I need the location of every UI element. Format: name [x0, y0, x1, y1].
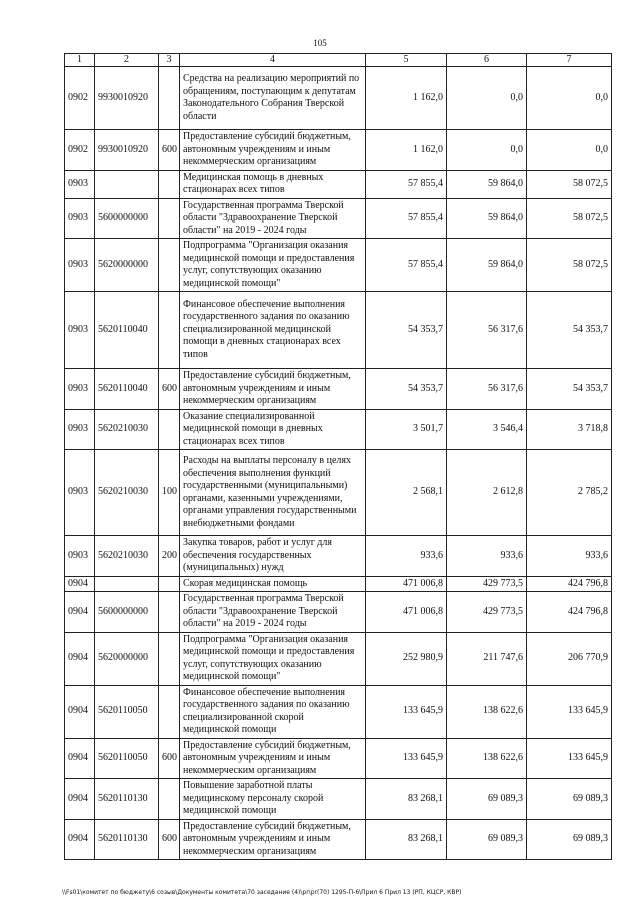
header-col-6: 6 [447, 54, 527, 67]
target-article-code: 5620210030 [95, 450, 159, 536]
section-code: 0902 [65, 67, 95, 130]
item-name: Государственная программа Тверской области "Здравоохранение Тверской области" на 2019 - 2024 годы [180, 198, 366, 239]
expense-type-code [159, 409, 180, 450]
table-row [65, 198, 612, 239]
expense-type-code: 600 [159, 819, 180, 860]
section-code: 0903 [65, 239, 95, 292]
table-row [65, 170, 612, 198]
item-name: Медицинская помощь в дневных стационарах всех типов [180, 170, 366, 198]
section-code: 0903 [65, 450, 95, 536]
target-article-code: 9930010920 [95, 67, 159, 130]
target-article-code [95, 576, 159, 592]
expense-type-code: 600 [159, 738, 180, 779]
table-row [65, 67, 612, 130]
table-row [65, 239, 612, 292]
section-code: 0904 [65, 738, 95, 779]
header-col-1: 1 [65, 54, 95, 67]
item-name: Закупка товаров, работ и услуг для обеспечения государственных (муниципальных) нужд [180, 536, 366, 577]
section-code: 0904 [65, 779, 95, 820]
item-name: Подпрограмма "Организация оказания медицинской помощи и предоставления услуг, сопутствующих оказанию медицинской помощи" [180, 239, 366, 292]
amount-col-7: 3 718,8 [527, 409, 612, 450]
expense-type-code [159, 685, 180, 738]
target-article-code: 5620210030 [95, 536, 159, 577]
amount-col-5: 133 645,9 [366, 738, 447, 779]
amount-col-6: 69 089,3 [447, 819, 527, 860]
budget-table [64, 53, 612, 860]
header-col-2: 2 [95, 54, 159, 67]
section-code: 0904 [65, 819, 95, 860]
section-code: 0903 [65, 409, 95, 450]
target-article-code [95, 170, 159, 198]
target-article-code: 5620110130 [95, 779, 159, 820]
table-row [65, 130, 612, 171]
item-name: Предоставление субсидий бюджетным, автономным учреждениям и иным некоммерческим организациям [180, 819, 366, 860]
amount-col-7: 0,0 [527, 67, 612, 130]
expense-type-code [159, 239, 180, 292]
expense-type-code [159, 67, 180, 130]
amount-col-7: 206 770,9 [527, 632, 612, 685]
target-article-code: 5600000000 [95, 592, 159, 633]
item-name: Предоставление субсидий бюджетным, автономным учреждениям и иным некоммерческим организациям [180, 130, 366, 171]
section-code: 0903 [65, 369, 95, 410]
section-code: 0904 [65, 632, 95, 685]
item-name: Подпрограмма "Организация оказания медицинской помощи и предоставления услуг, сопутствующих оказанию медицинской помощи" [180, 632, 366, 685]
amount-col-5: 54 353,7 [366, 292, 447, 369]
section-code: 0903 [65, 198, 95, 239]
table-row [65, 409, 612, 450]
amount-col-5: 54 353,7 [366, 369, 447, 410]
amount-col-5: 57 855,4 [366, 170, 447, 198]
amount-col-5: 3 501,7 [366, 409, 447, 450]
amount-col-7: 69 089,3 [527, 779, 612, 820]
amount-col-5: 57 855,4 [366, 198, 447, 239]
table-row [65, 369, 612, 410]
item-name: Финансовое обеспечение выполнения государственного задания по оказанию специализированной скорой медицинской помощи [180, 685, 366, 738]
amount-col-6: 2 612,8 [447, 450, 527, 536]
amount-col-7: 54 353,7 [527, 369, 612, 410]
amount-col-6: 429 773,5 [447, 592, 527, 633]
amount-col-5: 133 645,9 [366, 685, 447, 738]
target-article-code: 5620210030 [95, 409, 159, 450]
section-code: 0903 [65, 170, 95, 198]
amount-col-6: 59 864,0 [447, 239, 527, 292]
target-article-code: 5620110040 [95, 292, 159, 369]
amount-col-5: 2 568,1 [366, 450, 447, 536]
amount-col-7: 58 072,5 [527, 239, 612, 292]
amount-col-7: 58 072,5 [527, 198, 612, 239]
amount-col-7: 58 072,5 [527, 170, 612, 198]
expense-type-code: 100 [159, 450, 180, 536]
header-col-5: 5 [366, 54, 447, 67]
item-name: Государственная программа Тверской области "Здравоохранение Тверской области" на 2019 - 2024 годы [180, 592, 366, 633]
table-row [65, 292, 612, 369]
expense-type-code [159, 779, 180, 820]
item-name: Повышение заработной платы медицинскому персоналу скорой медицинской помощи [180, 779, 366, 820]
amount-col-5: 1 162,0 [366, 130, 447, 171]
amount-col-5: 83 268,1 [366, 779, 447, 820]
section-code: 0904 [65, 685, 95, 738]
expense-type-code [159, 198, 180, 239]
target-article-code: 5620000000 [95, 632, 159, 685]
amount-col-7: 2 785,2 [527, 450, 612, 536]
amount-col-7: 0,0 [527, 130, 612, 171]
amount-col-6: 0,0 [447, 130, 527, 171]
table-row [65, 819, 612, 860]
amount-col-6: 138 622,6 [447, 685, 527, 738]
table-body [65, 67, 612, 860]
item-name: Предоставление субсидий бюджетным, автономным учреждениям и иным некоммерческим организациям [180, 369, 366, 410]
amount-col-6: 429 773,5 [447, 576, 527, 592]
amount-col-7: 133 645,9 [527, 685, 612, 738]
amount-col-7: 424 796,8 [527, 592, 612, 633]
amount-col-7: 69 089,3 [527, 819, 612, 860]
target-article-code: 5620110050 [95, 685, 159, 738]
amount-col-7: 54 353,7 [527, 292, 612, 369]
file-path-footer: \\Fs01\комитет по бюджету\6 созыв\Документы комитета\70 заседание (4)\pr\pr(70) 1295-П-6\Прил 6 Прил 13 (РП, КЦСР, КВР) [62, 889, 462, 896]
expense-type-code: 600 [159, 369, 180, 410]
amount-col-5: 471 006,8 [366, 592, 447, 633]
amount-col-6: 138 622,6 [447, 738, 527, 779]
amount-col-5: 471 006,8 [366, 576, 447, 592]
amount-col-6: 69 089,3 [447, 779, 527, 820]
item-name: Расходы на выплаты персоналу в целях обеспечения выполнения функций государственными (муниципальными) органами, казенными учреждениями, органами управления государственными внебюджетными фондами [180, 450, 366, 536]
amount-col-6: 59 864,0 [447, 170, 527, 198]
header-col-7: 7 [527, 54, 612, 67]
amount-col-5: 933,6 [366, 536, 447, 577]
amount-col-5: 1 162,0 [366, 67, 447, 130]
expense-type-code [159, 292, 180, 369]
amount-col-6: 59 864,0 [447, 198, 527, 239]
section-code: 0903 [65, 292, 95, 369]
item-name: Скорая медицинская помощь [180, 576, 366, 592]
expense-type-code [159, 576, 180, 592]
target-article-code: 5620110050 [95, 738, 159, 779]
amount-col-7: 933,6 [527, 536, 612, 577]
target-article-code: 5620110130 [95, 819, 159, 860]
item-name: Средства на реализацию мероприятий по обращениям, поступающим к депутатам Законодательного Собрания Тверской области [180, 67, 366, 130]
section-code: 0903 [65, 536, 95, 577]
amount-col-5: 57 855,4 [366, 239, 447, 292]
target-article-code: 5620000000 [95, 239, 159, 292]
section-code: 0902 [65, 130, 95, 171]
amount-col-6: 56 317,6 [447, 292, 527, 369]
table-row [65, 576, 612, 592]
amount-col-7: 133 645,9 [527, 738, 612, 779]
target-article-code: 5600000000 [95, 198, 159, 239]
page-number: 105 [313, 38, 327, 48]
amount-col-6: 56 317,6 [447, 369, 527, 410]
amount-col-6: 3 546,4 [447, 409, 527, 450]
expense-type-code [159, 170, 180, 198]
table-row [65, 685, 612, 738]
amount-col-5: 252 980,9 [366, 632, 447, 685]
table-row [65, 632, 612, 685]
expense-type-code: 200 [159, 536, 180, 577]
table-row [65, 592, 612, 633]
amount-col-6: 0,0 [447, 67, 527, 130]
target-article-code: 5620110040 [95, 369, 159, 410]
table-row [65, 536, 612, 577]
table-row [65, 738, 612, 779]
expense-type-code [159, 632, 180, 685]
item-name: Предоставление субсидий бюджетным, автономным учреждениям и иным некоммерческим организациям [180, 738, 366, 779]
item-name: Финансовое обеспечение выполнения государственного задания по оказанию специализированной медицинской помощи в дневных стационарах всех типов [180, 292, 366, 369]
section-code: 0904 [65, 576, 95, 592]
amount-col-7: 424 796,8 [527, 576, 612, 592]
expense-type-code [159, 592, 180, 633]
table-header-row [65, 54, 612, 67]
header-col-4: 4 [180, 54, 366, 67]
amount-col-5: 83 268,1 [366, 819, 447, 860]
target-article-code: 9930010920 [95, 130, 159, 171]
table-row [65, 450, 612, 536]
header-col-3: 3 [159, 54, 180, 67]
amount-col-6: 211 747,6 [447, 632, 527, 685]
expense-type-code: 600 [159, 130, 180, 171]
section-code: 0904 [65, 592, 95, 633]
amount-col-6: 933,6 [447, 536, 527, 577]
table-row [65, 779, 612, 820]
item-name: Оказание специализированной медицинской помощи в дневных стационарах всех типов [180, 409, 366, 450]
